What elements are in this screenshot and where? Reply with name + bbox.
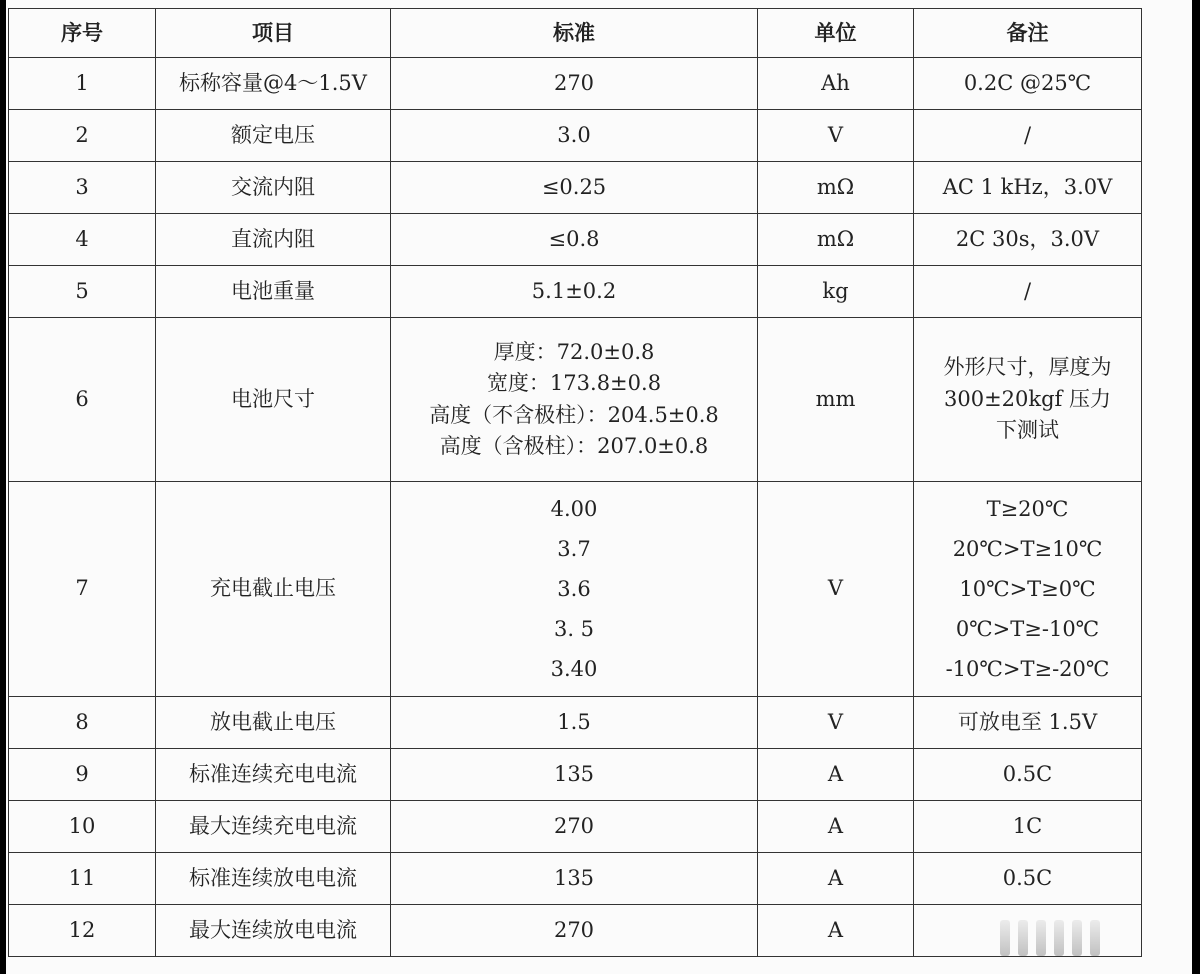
temp-line: -10℃>T≥-20℃ (945, 657, 1110, 681)
table-row (9, 853, 1142, 905)
cell-no: 9 (9, 749, 156, 801)
temp-line: T≥20℃ (986, 497, 1069, 521)
cell-note: 可放电至 1.5V (914, 697, 1142, 749)
left-edge (0, 0, 6, 974)
cell-no: 12 (9, 905, 156, 957)
cell-standard: 5.1±0.2 (391, 266, 758, 318)
dimension-line: 高度（含极柱）：207.0±0.8 (439, 434, 709, 458)
cell-unit: V (758, 110, 914, 162)
cell-standard: ≤0.8 (391, 214, 758, 266)
cell-unit: mΩ (758, 162, 914, 214)
cell-no: 3 (9, 162, 156, 214)
cell-unit: V (758, 482, 914, 697)
cell-item: 标准连续充电电流 (156, 749, 391, 801)
voltage-line: 3.6 (557, 577, 591, 601)
cell-note (914, 318, 1142, 482)
note-line: 下测试 (996, 418, 1059, 443)
table-row (9, 697, 1142, 749)
cell-unit: Ah (758, 58, 914, 110)
voltage-line: 4.00 (550, 497, 598, 521)
battery-spec-table (8, 8, 1142, 957)
cell-unit: A (758, 749, 914, 801)
cell-note: 0.5C (914, 853, 1142, 905)
header-standard: 标准 (391, 9, 758, 58)
cell-standard (391, 482, 758, 697)
watermark-logo (1000, 920, 1185, 960)
cell-unit: A (758, 905, 914, 957)
cell-no: 1 (9, 58, 156, 110)
table-row (9, 318, 1142, 482)
table-row (9, 58, 1142, 110)
right-edge (1192, 0, 1200, 974)
cell-standard: 270 (391, 801, 758, 853)
cell-item: 最大连续放电电流 (156, 905, 391, 957)
cell-item: 放电截止电压 (156, 697, 391, 749)
table-row (9, 905, 1142, 957)
cell-no: 2 (9, 110, 156, 162)
temp-line: 10℃>T≥0℃ (959, 577, 1096, 601)
cell-no: 7 (9, 482, 156, 697)
voltage-line: 3.7 (557, 537, 591, 561)
cell-item: 充电截止电压 (156, 482, 391, 697)
voltage-line: 3.40 (550, 657, 598, 681)
temp-line: 20℃>T≥10℃ (952, 537, 1103, 561)
note-line: 300±20kgf 压力 (943, 386, 1111, 411)
temp-line: 0℃>T≥-10℃ (955, 617, 1100, 641)
cell-no: 6 (9, 318, 156, 482)
table-row (9, 110, 1142, 162)
header-item: 项目 (156, 9, 391, 58)
table-row (9, 162, 1142, 214)
cell-no: 4 (9, 214, 156, 266)
cell-no: 8 (9, 697, 156, 749)
table-row (9, 482, 1142, 697)
cell-item: 交流内阻 (156, 162, 391, 214)
header-unit: 单位 (758, 9, 914, 58)
cell-standard: 135 (391, 853, 758, 905)
cell-item: 额定电压 (156, 110, 391, 162)
cell-no: 11 (9, 853, 156, 905)
cell-standard (391, 318, 758, 482)
cell-note: AC 1 kHz，3.0V (914, 162, 1142, 214)
header-row (9, 9, 1142, 58)
cell-item: 标称容量@4～1.5V (156, 58, 391, 110)
cell-standard: 1.5 (391, 697, 758, 749)
cell-standard: 270 (391, 58, 758, 110)
header-no: 序号 (9, 9, 156, 58)
dimension-line: 厚度：72.0±0.8 (493, 339, 655, 364)
cell-unit: mΩ (758, 214, 914, 266)
table-row (9, 801, 1142, 853)
cell-note: 0.5C (914, 749, 1142, 801)
cell-standard: ≤0.25 (391, 162, 758, 214)
cell-unit: V (758, 697, 914, 749)
cell-standard: 3.0 (391, 110, 758, 162)
cell-note: 0.2C @25℃ (914, 58, 1142, 110)
cell-standard: 270 (391, 905, 758, 957)
cell-item: 电池尺寸 (156, 318, 391, 482)
table-row (9, 266, 1142, 318)
cell-standard: 135 (391, 749, 758, 801)
cell-item: 直流内阻 (156, 214, 391, 266)
cell-unit: kg (758, 266, 914, 318)
cell-no: 5 (9, 266, 156, 318)
cell-note: / (914, 266, 1142, 318)
dimension-line: 宽度：173.8±0.8 (486, 371, 662, 395)
cell-no: 10 (9, 801, 156, 853)
table-row (9, 214, 1142, 266)
cell-note: 2C 30s，3.0V (914, 214, 1142, 266)
cell-note: / (914, 110, 1142, 162)
dimension-line: 高度（不含极柱）：204.5±0.8 (429, 402, 719, 427)
cell-item: 电池重量 (156, 266, 391, 318)
cell-unit: A (758, 853, 914, 905)
cell-unit: mm (758, 318, 914, 482)
note-line: 外形尺寸，厚度为 (943, 355, 1112, 380)
cell-item: 最大连续充电电流 (156, 801, 391, 853)
table-row (9, 749, 1142, 801)
cell-unit: A (758, 801, 914, 853)
cell-note (914, 482, 1142, 697)
cell-note: 1C (914, 801, 1142, 853)
voltage-line: 3. 5 (553, 617, 595, 641)
header-note: 备注 (914, 9, 1142, 58)
cell-item: 标准连续放电电流 (156, 853, 391, 905)
